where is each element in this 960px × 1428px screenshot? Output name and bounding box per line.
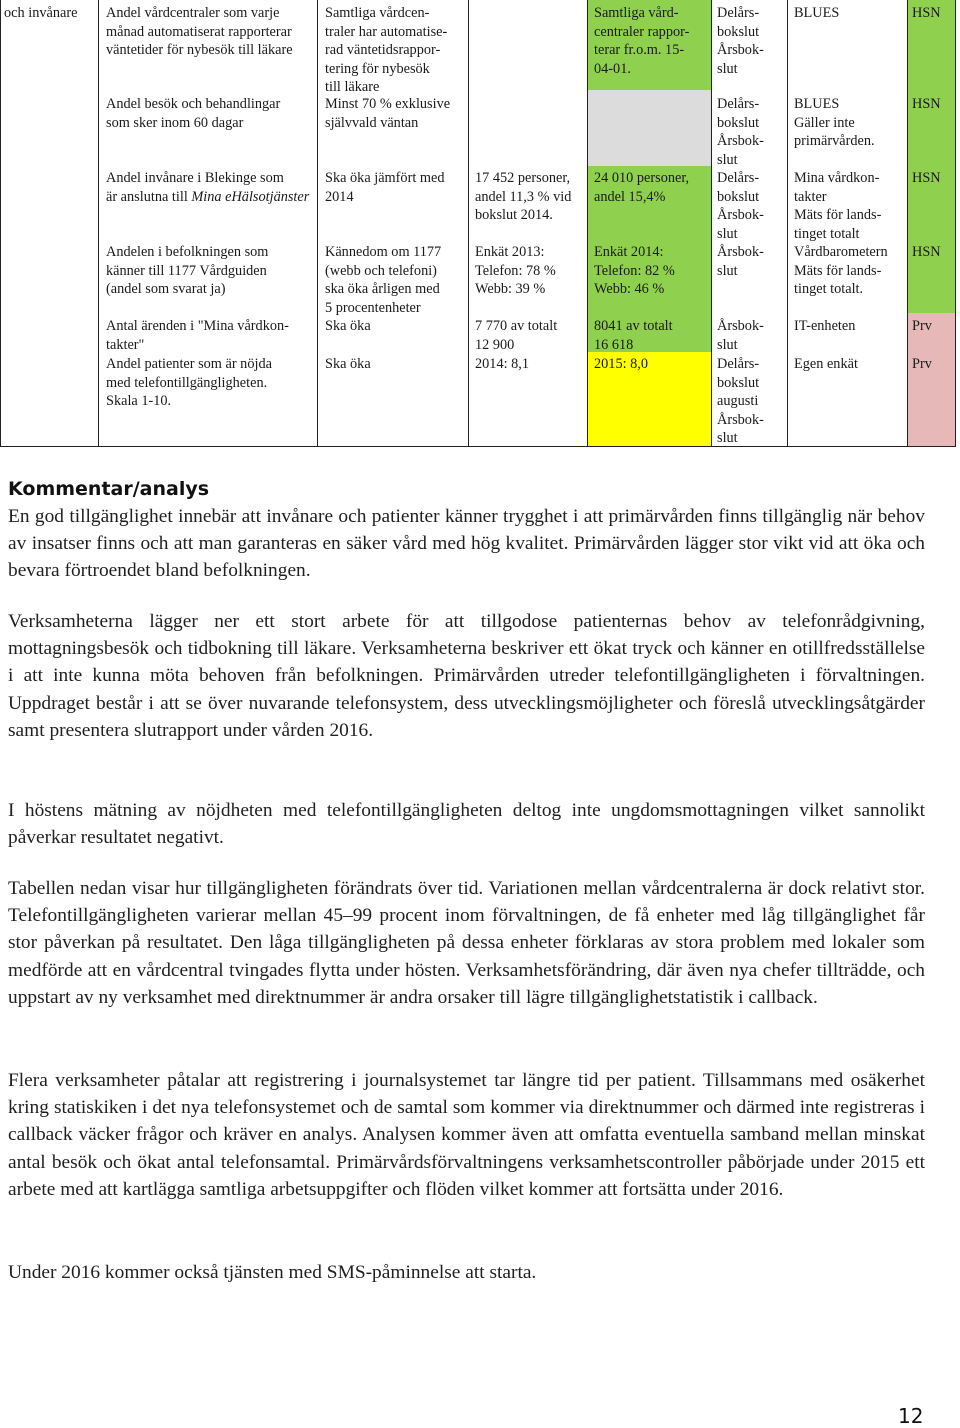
- source-r5: IT-enheten: [794, 318, 856, 334]
- period-r6: Delårs- bokslut augusti Årsbok- slut: [717, 356, 764, 446]
- owner-r1: HSN: [912, 5, 941, 21]
- target-r1: Samtliga vårdcen- traler har automatise- rad väntetidsrappor- tering för nybesök till läkare: [325, 5, 448, 95]
- indicator-r3: [106, 169, 309, 206]
- source-r3: Mina vårdkon- takter Mäts för lands- tinget totalt: [794, 170, 882, 242]
- indicator-r6: Andel patienter som är nöjda med telefontillgängligheten. Skala 1-10.: [106, 356, 272, 409]
- indicator-r4: Andelen i befolkningen som känner till 1177 Vårdguiden (andel som svarat ja): [106, 244, 269, 297]
- target-r4: Kännedom om 1177 (webb och telefoni) ska öka årligen med 5 procentenheter: [325, 244, 442, 316]
- current-r4: Enkät 2014: Telefon: 82 % Webb: 46 %: [594, 244, 675, 297]
- paragraph-4: Tabellen nedan visar hur tillgängligheten förändrats över tid. Variationen mellan vårdcentralerna är dock relativt stor. Telefontillgängligheten varierar mellan 45–99 procent inom förvaltningen, de få enheter med låg tillgänglighet får stor påverkan på resultatet. Den låga tillgängligheten på dessa enheter förklaras av stora problem med lokaler som medförde att en vårdcentral tvingades flytta under hösten. Verksamhetsförändring, där även nya chefer tillträdde, och uppstart av ny verksamhet med direktnummer är andra orsaker till lägre tillgänglighetstatistik i callback.: [8, 878, 925, 1008]
- target-r3: Ska öka jämfört med 2014: [325, 170, 445, 205]
- paragraph-6: Under 2016 kommer också tjänsten med SMS-påminnelse att starta.: [8, 1262, 537, 1283]
- current-r3: 24 010 personer, andel 15,4%: [594, 170, 690, 205]
- period-r5: Årsbok- slut: [717, 318, 764, 353]
- indicator-r3-emph: Mina eHälsotjänster: [191, 188, 310, 205]
- source-r2: BLUES Gäller inte primärvården.: [794, 96, 875, 149]
- indicator-r5: Antal ärenden i "Mina vårdkon- takter": [106, 318, 289, 353]
- owner-r4: HSN: [912, 244, 941, 260]
- paragraph-3: I höstens mätning av nöjdheten med telefontillgängligheten deltog inte ungdomsmottagningen vilket sannolikt påverkar resultatet negativt.: [8, 800, 925, 849]
- owner-cell-green-hsn: [907, 0, 956, 313]
- period-r1: Delårs- bokslut Årsbok- slut: [717, 5, 764, 77]
- owner-r2: HSN: [912, 96, 941, 112]
- current-cell-grey-r2: [587, 90, 711, 166]
- indicator-r3-text: Andel invånare i Blekinge som är anslutna till: [106, 170, 284, 205]
- indicator-r2: Andel besök och behandlingar som sker inom 60 dagar: [106, 96, 281, 131]
- section-heading: Kommentar/analys: [8, 478, 210, 500]
- previous-r3: 17 452 personer, andel 11,3 % vid bokslut 2014.: [475, 170, 572, 223]
- source-r4: Vårdbarometern Mäts för lands- tinget totalt.: [794, 244, 888, 297]
- previous-r6: 2014: 8,1: [475, 356, 530, 372]
- target-r6: Ska öka: [325, 356, 371, 372]
- kpi-table: [0, 0, 956, 447]
- source-r6: Egen enkät: [794, 356, 858, 372]
- indicator-r1: Andel vårdcentraler som varje månad automatiserat rapporterar väntetider för nybesök till läkare: [106, 5, 293, 58]
- owner-r5: Prv: [912, 318, 932, 334]
- previous-r4: Enkät 2013: Telefon: 78 % Webb: 39 %: [475, 244, 556, 297]
- owner-r3: HSN: [912, 170, 941, 186]
- current-r5: 8041 av totalt 16 618: [594, 318, 673, 353]
- target-r2: Minst 70 % exklusive självvald väntan: [325, 96, 451, 131]
- paragraph-5: Flera verksamheter påtalar att registrering i journalsystemet tar längre tid per patient. Tillsammans med osäkerhet kring statiskiken i det nya telefonsystemet och de samtal som kommer via direktnummer och därmed inte registreras i callback väcker frågor och kräver en analys. Analysen kommer även att omfatta eventuella samband mellan minskat antal besök och ökat antal telefonsamtal. Primärvårdsförvaltningens verksamhetscontroller påbörjade under 2015 ett arbete med att kartlägga samtliga arbetsuppgifter och flöden vilket kommer att fortsätta under 2016.: [8, 1070, 925, 1200]
- target-r5: Ska öka: [325, 318, 371, 334]
- paragraph-2: Verksamheterna lägger ner ett stort arbete för att tillgodose patienternas behov av telefonrådgivning, mottagningsbesök och tidbokning till läkare. Verksamheterna beskriver ett ökat tryck och känner en otillfredsställelse i att inte kunna möta behoven från befolkningen. Primärvården utreder telefontillgängligheten i förvaltningen. Uppdraget består i att se över nuvarande telefonsystem, dess utvecklingsmöjligheter och föreslå utvecklingsåtgärder samt presentera slutrapport under vården 2016.: [8, 611, 925, 741]
- period-r4: Årsbok- slut: [717, 244, 764, 279]
- period-r3: Delårs- bokslut Årsbok- slut: [717, 170, 764, 242]
- current-r6: 2015: 8,0: [594, 356, 649, 372]
- source-r1: BLUES: [794, 5, 840, 21]
- group-label: och invånare: [4, 5, 78, 21]
- paragraph-1: En god tillgänglighet innebär att invånare och patienter känner trygghet i att primärvården finns tillgänglig när behov av insatser finns och att man garanteras en säker vård med hög kvalitet. Primärvården lägger stor vikt vid att öka och bevara förtroendet bland befolkningen.: [8, 506, 925, 582]
- owner-r6: Prv: [912, 356, 932, 372]
- page-number: 12: [898, 1404, 924, 1428]
- previous-r5: 7 770 av totalt 12 900: [475, 318, 558, 353]
- current-r1: Samtliga vård- centraler rappor- terar fr.o.m. 15- 04-01.: [594, 5, 690, 77]
- period-r2: Delårs- bokslut Årsbok- slut: [717, 96, 764, 168]
